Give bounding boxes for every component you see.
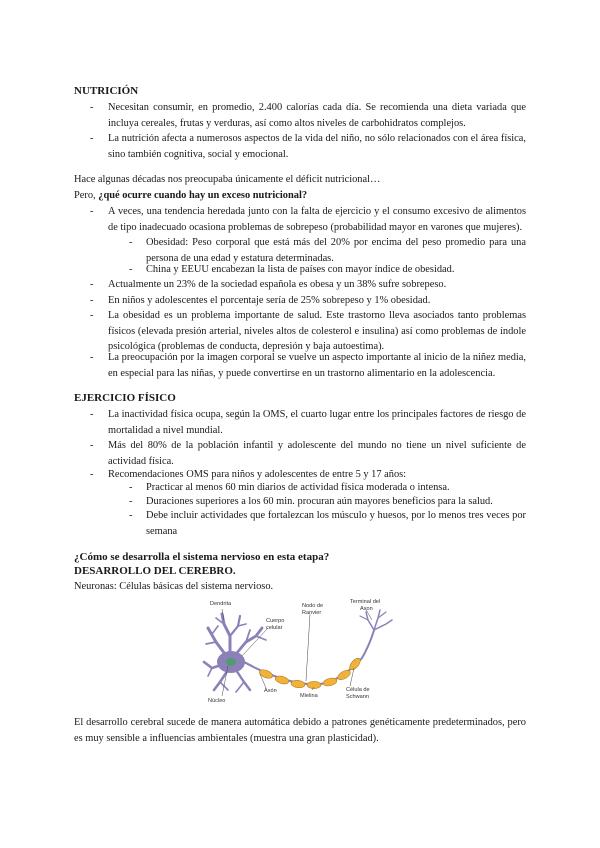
label-terminal-2: Axon	[360, 606, 373, 612]
sub-list-item: - China y EEUU encabezan la lista de países con mayor índice de obesidad.	[129, 264, 455, 275]
label-terminal: Terminal del	[350, 599, 381, 605]
sub-list-item: - Practicar al menos 60 min diarios de actividad física moderada o intensa.	[129, 482, 450, 493]
label-nodo-2: Ranvier	[302, 610, 322, 616]
nucleus	[226, 658, 236, 666]
list-item: - A veces, una tendencia heredada junto con la falta de ejercicio y el consumo excesivo de alimentos de tipo inadecuado ocasiona problemas de sobrepeso (probabilidad mayor en varones que mujeres).	[90, 206, 526, 233]
sub-list-item: - Debe incluir actividades que fortalezcan los músculo y huesos, por lo menos tres veces por semana	[129, 510, 526, 537]
label-dendrita: Dendrita	[210, 601, 232, 607]
list-item: - La preocupación por la imagen corporal se vuelve un aspecto importante al inicio de la niñez media, en especial para las niñas, y puede convertirse en un trastorno alimentario en la adolescencia.	[90, 352, 526, 379]
label-schwann-2: Schwann	[346, 694, 370, 700]
axon-terminal	[366, 612, 374, 630]
dendrite-branch	[236, 670, 250, 690]
dendrite-branch	[222, 614, 230, 654]
label-nucleo: Núcleo	[208, 698, 226, 704]
dendrite-branch	[206, 642, 216, 644]
dendrite-branch	[236, 682, 244, 692]
sub-list-item: - Obesidad: Peso corporal que está más del 20% por encima del peso promedio para una persona de una edad y estatura determinadas.	[129, 237, 526, 264]
nutricion-heading: NUTRICIÓN	[74, 85, 139, 97]
list-item: - La inactividad física ocupa, según la OMS, el cuarto lugar entre los principales factores de riesgo de mortalidad a nivel mundial.	[90, 409, 526, 436]
list-item: - Actualmente un 23% de la sociedad española es obesa y un 38% sufre sobrepeso.	[90, 279, 447, 290]
list-item: - La obesidad es un problema importante de salud. Este trastorno lleva asociados tanto problemas físicos (elevada presión arterial, niveles altos de colesterol e insulina) así como problemas de índole psicológica (problemas de conducta, depresión y baja autoestima).	[90, 310, 526, 353]
cerebro-heading: DESARROLLO DEL CEREBRO.	[74, 565, 236, 577]
myelin-segment	[307, 681, 321, 688]
closing-paragraph: El desarrollo cerebral sucede de manera automática debido a patrones genéticamente predeterminados, pero es muy sensible a influencias ambientales (muestra una gran plasticidad).	[74, 717, 526, 744]
list-item: - En niños y adolescentes el porcentaje sería de 25% sobrepeso y 1% obesidad.	[90, 295, 431, 306]
myelin-sheath	[258, 656, 362, 688]
list-item: - La nutrición afecta a numerosos aspectos de la vida del niño, no sólo relacionados con el área física, sino también cognitiva, social y emocional.	[90, 133, 526, 160]
list-item: - Más del 80% de la población infantil y adolescente del mundo no tiene un nivel suficiente de actividad física.	[90, 440, 526, 467]
deficit-line: Hace algunas décadas nos preocupaba únicamente el déficit nutricional…	[74, 174, 381, 185]
label-axon: Axón	[264, 688, 277, 694]
neuron-illustration	[204, 610, 392, 692]
dendrite-branch	[208, 668, 212, 676]
ejercicio-heading: EJERCICIO FÍSICO	[74, 392, 176, 404]
neuron-diagram	[200, 598, 400, 706]
label-cuerpo-2: celular	[266, 625, 283, 631]
exceso-question: Pero, ¿qué ocurre cuando hay un exceso nutricional?	[74, 190, 308, 201]
neuronas-definition: Neuronas: Células básicas del sistema nervioso.	[74, 581, 274, 592]
cerebro-question: ¿Cómo se desarrolla el sistema nervioso en esta etapa?	[74, 551, 330, 563]
label-schwann: Célula de	[346, 687, 370, 693]
sub-list-item: - Duraciones superiores a los 60 min. procuran aún mayores beneficios para la salud.	[129, 496, 493, 507]
label-nodo: Nodo de	[302, 603, 324, 609]
list-item: - Recomendaciones OMS para niños y adolescentes de entre 5 y 17 años:	[90, 469, 407, 480]
list-item: - Necesitan consumir, en promedio, 2.400 calorías cada día. Se recomienda una dieta variada que incluya cereales, frutas y verduras, así como altos niveles de carbohidratos complejos.	[90, 102, 526, 129]
dendrite-branch	[212, 626, 218, 634]
label-cuerpo: Cuerpo	[266, 618, 285, 624]
myelin-segment	[291, 679, 306, 688]
label-mielina: Mielina	[300, 693, 318, 699]
